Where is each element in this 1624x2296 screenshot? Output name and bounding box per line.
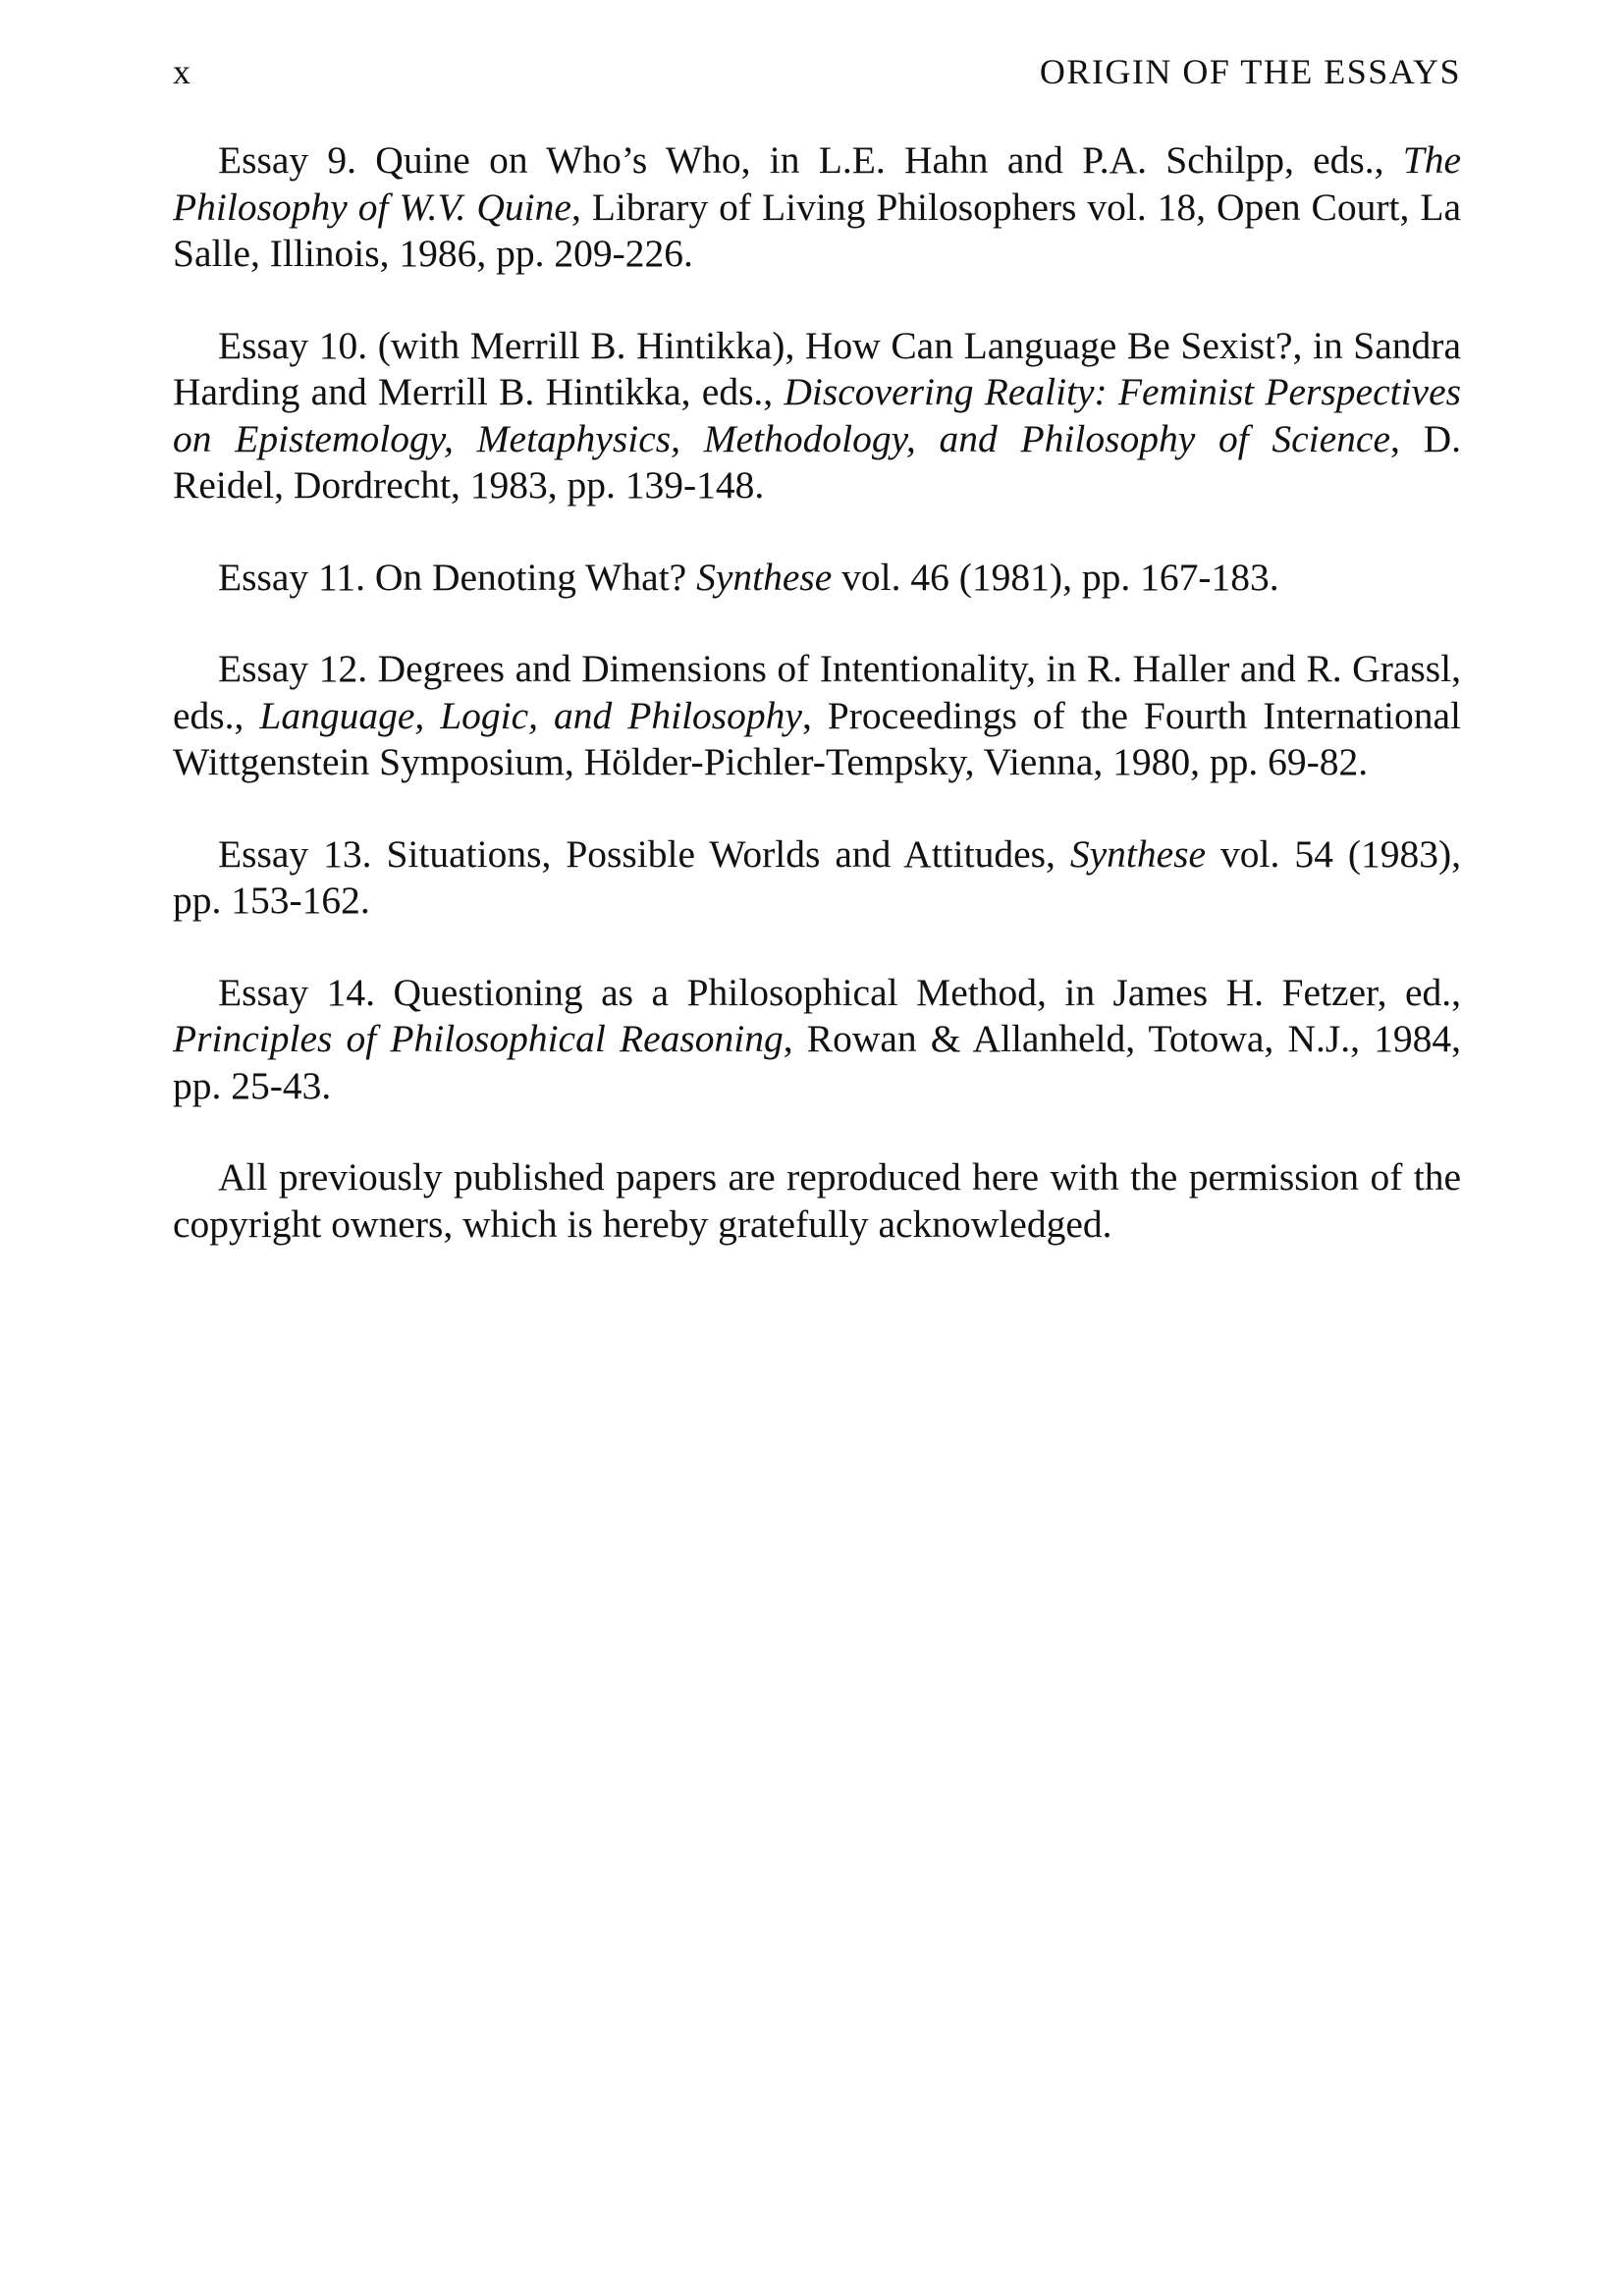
essay-details: Situations, Possible Worlds and Attitudes, [371,831,1070,876]
essay-entry [173,323,1461,509]
essay-origins-list [173,137,1461,1248]
essay-entry [173,646,1461,786]
running-head [173,51,1461,100]
essay-details: Questioning as a Philosophical Method, in James H. Fetzer, ed., [375,970,1461,1014]
publication-title: Language, Logic, and Philosophy [259,693,802,737]
essay-entry [173,831,1461,925]
publication-title: Discovering Reality: Feminist Perspectives on Epistemology, Metaphysics, Methodology, and Philosophy of Science [173,370,1461,460]
publication-details: , Proceedings of the Fourth International Wittgenstein Symposium, Hölder-Pichler-Tempsky, Vienna, 1980, pp. 69-82. [173,693,1462,783]
essay-entry [173,970,1461,1110]
essay-label: Essay 14. [218,970,376,1014]
running-head-title: ORIGIN OF THE ESSAYS [1039,52,1461,91]
essay-label: Essay 13. [218,831,372,876]
page-number: x [173,52,191,91]
essay-label: Essay 9. [218,138,357,182]
essay-label: Essay 11. [218,555,365,599]
essay-entry [173,555,1461,602]
essay-entry [173,137,1461,278]
essay-label: Essay 10. [218,323,368,367]
publication-title: Synthese [696,555,833,599]
essay-details: (with Merrill B. Hintikka), How Can Language Be Sexist?, in Sandra Harding and Merrill B. Hintikka, eds., [173,323,1461,413]
publication-details: vol. 46 (1981), pp. 167-183. [832,555,1279,599]
publication-title: Synthese [1069,831,1207,876]
publication-details: , D. Reidel, Dordrecht, 1983, pp. 139-148. [173,416,1461,507]
publication-title: The Philosophy of W.V. Quine [173,138,1461,229]
publication-details: , Library of Living Philosophers vol. 18, Open Court, La Salle, Illinois, 1986, pp. 209-226. [173,185,1461,275]
essay-details: On Denoting What? [364,555,697,599]
publication-title: Principles of Philosophical Reasoning [173,1017,784,1060]
essay-details: Degrees and Dimensions of Intentionality, in R. Haller and R. Grassl, eds., [173,647,1461,737]
essay-label: Essay 12. [218,647,368,690]
essay-details: Quine on Who’s Who, in L.E. Hahn and P.A. Schilpp, eds., [356,138,1403,182]
publication-details: vol. 54 (1983), pp. 153-162. [173,831,1461,922]
permission-acknowledgment: All previously published papers are reproduced here with the permission of the copyright owners, which is hereby gratefully acknowledged. [173,1155,1461,1246]
publication-details: , Rowan & Allanheld, Totowa, N.J., 1984, pp. 25-43. [173,1017,1461,1107]
